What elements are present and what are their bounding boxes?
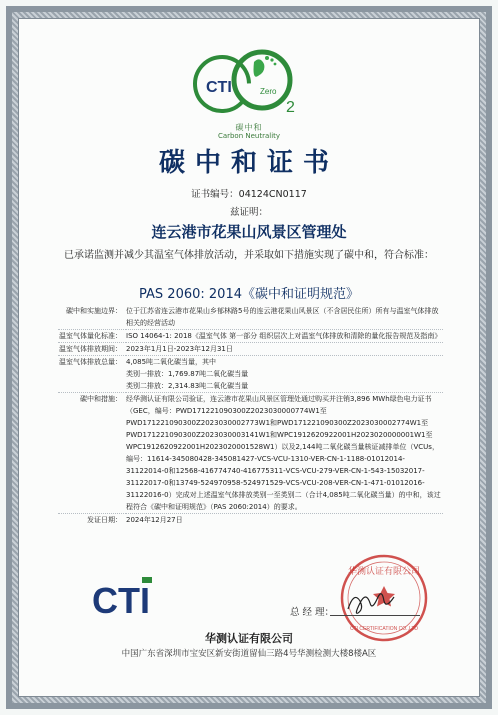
- svg-text:2: 2: [286, 99, 295, 116]
- total-emissions: 4,085吨二氧化碳当量，其中: [126, 358, 217, 366]
- scope1-emissions: 类别一排放：1,769.87吨二氧化碳当量: [126, 370, 249, 378]
- svg-text:CTI CERTIFICATION CO.,LTD: CTI CERTIFICATION CO.,LTD: [349, 626, 419, 632]
- detail-label: 发证日期：: [87, 516, 122, 524]
- detail-label: 温室气体排放总量：: [58, 356, 126, 393]
- svg-text:华测认证有限公司: 华测认证有限公司: [347, 567, 421, 577]
- issuer-address: 中国广东省深圳市宝安区新安街道留仙三路4号华测检测大楼8楼A区: [121, 649, 377, 659]
- detail-value: 2023年1月1日-2023年12月31日: [126, 343, 443, 356]
- compliance-statement: 已承诺监测并减少其温室气体排放活动，并采取如下措施实现了碳中和，符合标准：: [64, 250, 434, 261]
- logo-cn-label: 碳中和: [235, 123, 263, 132]
- organization-name: 连云港市花果山风景区管理处: [151, 223, 347, 241]
- detail-label: 温室气体排放期间：: [58, 343, 126, 356]
- certificate-details: [58, 305, 443, 526]
- detail-row-boundary: [58, 305, 443, 330]
- detail-row-total: [58, 356, 443, 393]
- issuer-company-name: 华测认证有限公司: [205, 632, 293, 645]
- detail-value: 2024年12月27日: [126, 516, 183, 524]
- detail-value: 位于江苏省连云港市花果山乡郁林路5号的连云港花果山风景区（不含居民住所）所有与温室气体排放相关的经营活动: [126, 305, 443, 330]
- detail-value: [126, 356, 443, 393]
- scope2-emissions: 类别二排放：2,314.83吨二氧化碳当量: [126, 382, 249, 390]
- general-manager-label: 总 经 理：: [290, 607, 335, 618]
- svg-text:CTI: CTI: [206, 79, 232, 96]
- detail-label: 碳中和措施：: [58, 393, 126, 514]
- detail-value: ISO 14064-1: 2018《温室气体 第一部分 组织层次上对温室气体排放和清除的量化报告规范及指南》: [126, 330, 443, 343]
- certificate-number: 证书编号：04124CN0117: [191, 189, 307, 200]
- detail-row-standard: [58, 330, 443, 343]
- hereby-certify-label: 兹证明：: [229, 207, 268, 218]
- detail-label: 碳中和实施边界：: [58, 305, 126, 330]
- logo-en-label: Carbon Neutrality: [217, 132, 281, 140]
- certificate-title: 碳中和证书: [158, 148, 339, 178]
- standard-name: PAS 2060: 2014《碳中和证明规范》: [139, 287, 359, 302]
- svg-text:CTI: CTI: [92, 580, 150, 617]
- detail-label: 温室气体量化标准：: [58, 330, 126, 343]
- detail-row-date: [58, 514, 443, 527]
- detail-row-period: [58, 343, 443, 356]
- handwritten-signature-icon: [344, 585, 404, 619]
- detail-row-measures: [58, 393, 443, 514]
- co2-zero-logo-icon: [184, 36, 314, 122]
- svg-text:Zero: Zero: [260, 87, 277, 96]
- detail-value: 经华测认证有限公司验证，连云港市花果山风景区管理处通过购买并注销3,896 MWh绿色电力证书（GEC，编号：PWD171221090300Z2023030000774W1至PWD171221090300Z2023030002773W1和PWD171221090300Z2023030002774W1至PWD171221090300Z2023030003141W1和WPC1912620922001H2023020000001W1至WPC1912620922001H2023020001528W1）以及2,144吨二氧化碳当量核证减排单位（VCUs，编号：11614-345080428-345081427-VCS-VCU-1310-VER-CN-1-1188-01012014-31122014-0和12568-416774740-416775311-VCS-VCU-279-VER-CN-1-543-15032017-31122017-0和13749-524970958-524971529-VCS-VCU-208-VER-CN-1-471-01012016-31122016-0）完成对上述温室气体排放类别一至类别二（合计4,085吨二氧化碳当量）的中和，该过程符合《碳中和证明规范》（PAS 2060:2014）的要求。: [126, 393, 443, 514]
- carbon-neutral-logo: [0, 36, 498, 140]
- cti-logo-icon: [92, 575, 162, 617]
